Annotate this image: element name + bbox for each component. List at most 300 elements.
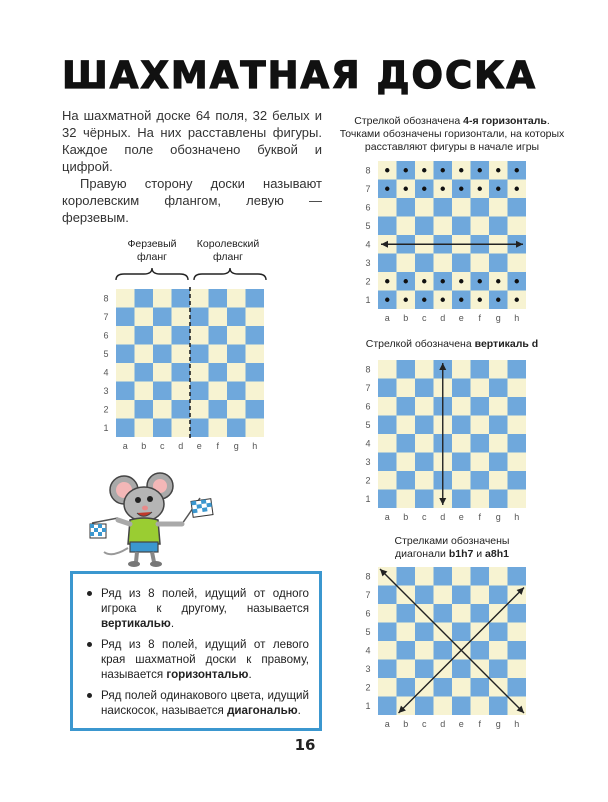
- square-f5: [471, 416, 490, 435]
- square-a6: [378, 604, 397, 623]
- term-diagonal: диагональю: [227, 704, 298, 717]
- square-a3: [378, 453, 397, 472]
- file-label-b: b: [403, 512, 409, 522]
- square-e3: [452, 254, 471, 273]
- square-a8: [378, 360, 397, 379]
- square-c6: [153, 326, 172, 345]
- square-c8: [153, 289, 172, 308]
- square-h2: [508, 678, 527, 697]
- square-h7: [246, 308, 265, 327]
- file-label-d: d: [178, 441, 184, 451]
- file-label-g: g: [233, 441, 239, 451]
- square-h5: [508, 416, 527, 435]
- square-b7: [135, 308, 154, 327]
- square-e3: [452, 660, 471, 679]
- square-d6: [434, 604, 453, 623]
- square-a3: [378, 660, 397, 679]
- horizontal-caption: Стрелкой обозначена 4-я горизонталь. Точками обозначены горизонтали, на которых расставляют фигуры в начале игры: [339, 115, 565, 153]
- square-g2: [227, 400, 246, 419]
- rank-label-6: 6: [365, 401, 371, 412]
- square-c5: [415, 623, 434, 642]
- start-dot-e7: [459, 187, 463, 191]
- rank-label-6: 6: [103, 330, 109, 341]
- square-f4: [471, 434, 490, 453]
- diagonal-caption: Стрелками обозначены диагонали b1h7 и a8h1: [394, 535, 510, 560]
- square-e5: [452, 623, 471, 642]
- definitions-box: [70, 571, 322, 731]
- start-dot-c1: [422, 298, 426, 302]
- square-f6: [471, 397, 490, 416]
- chessboard-flanks: [100, 285, 272, 457]
- square-b3: [397, 660, 416, 679]
- square-e3: [452, 453, 471, 472]
- square-a5: [378, 217, 397, 236]
- square-e4: [190, 363, 209, 382]
- intro-text: [62, 107, 322, 226]
- square-c3: [415, 453, 434, 472]
- square-g2: [489, 471, 508, 490]
- file-label-h: h: [514, 512, 520, 522]
- file-label-a: a: [384, 512, 390, 522]
- start-dot-h8: [515, 168, 519, 172]
- file-label-a: a: [384, 719, 390, 729]
- square-b4: [135, 363, 154, 382]
- start-dot-f7: [478, 187, 482, 191]
- start-dot-c8: [422, 168, 426, 172]
- mouse-mascot-illustration: [82, 468, 222, 568]
- start-dot-h2: [515, 279, 519, 283]
- rank-label-4: 4: [365, 645, 371, 656]
- square-a6: [378, 397, 397, 416]
- square-f4: [209, 363, 228, 382]
- definitions-list: [73, 574, 319, 718]
- square-h5: [508, 623, 527, 642]
- rank-label-5: 5: [103, 348, 109, 359]
- square-g6: [489, 397, 508, 416]
- file-label-d: d: [440, 512, 446, 522]
- square-f1: [471, 697, 490, 716]
- square-c2: [153, 400, 172, 419]
- file-label-h: h: [252, 441, 258, 451]
- square-c1: [415, 490, 434, 509]
- square-a6: [378, 198, 397, 217]
- square-c3: [153, 382, 172, 401]
- square-g1: [489, 697, 508, 716]
- square-b4: [397, 434, 416, 453]
- queen-flank-brace: [116, 268, 188, 280]
- square-g3: [489, 453, 508, 472]
- square-h7: [508, 379, 527, 398]
- file-label-a: a: [122, 441, 128, 451]
- page-title: [62, 48, 537, 100]
- square-g5: [489, 217, 508, 236]
- square-g1: [227, 419, 246, 438]
- start-dot-g7: [496, 187, 500, 191]
- file-label-a: a: [384, 313, 390, 323]
- square-a4: [378, 641, 397, 660]
- square-b4: [397, 641, 416, 660]
- square-d5: [172, 345, 191, 364]
- king-flank-line2: фланг: [212, 251, 243, 263]
- square-a1: [378, 490, 397, 509]
- rank-label-8: 8: [103, 293, 109, 304]
- start-dot-a8: [385, 168, 389, 172]
- chessboard-vertical: [362, 356, 534, 528]
- square-a8: [116, 289, 135, 308]
- horizontal-caption-bold: 4-я горизонталь: [463, 115, 547, 127]
- square-d4: [434, 641, 453, 660]
- square-g5: [227, 345, 246, 364]
- square-b6: [397, 604, 416, 623]
- square-e6: [452, 198, 471, 217]
- page-number: 16: [294, 736, 316, 754]
- vertical-caption-bold: вертикаль d: [474, 338, 539, 350]
- file-label-b: b: [403, 313, 409, 323]
- start-dot-c7: [422, 187, 426, 191]
- square-h3: [246, 382, 265, 401]
- square-g8: [227, 289, 246, 308]
- square-d7: [434, 586, 453, 605]
- rank-label-1: 1: [365, 294, 371, 305]
- square-b8: [135, 289, 154, 308]
- square-a3: [116, 382, 135, 401]
- square-g3: [227, 382, 246, 401]
- square-a5: [378, 623, 397, 642]
- definition-vertical: Ряд из 8 полей, идущий от одного игрока к другому, называется вертикалью.: [101, 587, 309, 630]
- square-c6: [415, 198, 434, 217]
- rank-label-4: 4: [365, 438, 371, 449]
- square-g7: [227, 308, 246, 327]
- square-g3: [489, 660, 508, 679]
- square-h5: [508, 217, 527, 236]
- square-c8: [415, 360, 434, 379]
- square-a3: [378, 254, 397, 273]
- square-b6: [397, 397, 416, 416]
- square-a4: [378, 434, 397, 453]
- file-label-f: f: [478, 512, 482, 522]
- chessboard-diagonal: [362, 563, 534, 735]
- square-a7: [378, 379, 397, 398]
- file-label-g: g: [495, 313, 501, 323]
- square-b1: [397, 490, 416, 509]
- square-e8: [452, 360, 471, 379]
- square-a5: [116, 345, 135, 364]
- rank-label-1: 1: [103, 422, 109, 433]
- square-c5: [153, 345, 172, 364]
- square-e1: [452, 490, 471, 509]
- rank-label-3: 3: [103, 385, 109, 396]
- start-dot-f1: [478, 298, 482, 302]
- rank-label-6: 6: [365, 202, 371, 213]
- start-dot-f2: [478, 279, 482, 283]
- definition-diagonal: Ряд полей одинакового цвета, идущий наискосок, называется диагональю.: [101, 689, 309, 717]
- square-b5: [135, 345, 154, 364]
- vertical-caption: Стрелкой обозначена вертикаль d: [365, 338, 539, 350]
- square-e2: [190, 400, 209, 419]
- flag-pole-left: [92, 518, 118, 523]
- rank-label-5: 5: [365, 626, 371, 637]
- square-h1: [246, 419, 265, 438]
- square-b8: [397, 360, 416, 379]
- start-dot-h1: [515, 298, 519, 302]
- square-f3: [471, 254, 490, 273]
- square-b2: [397, 471, 416, 490]
- square-e3: [190, 382, 209, 401]
- rank-label-4: 4: [103, 367, 109, 378]
- square-d3: [172, 382, 191, 401]
- file-label-e: e: [458, 313, 464, 323]
- square-g5: [489, 623, 508, 642]
- queen-flank-line2: фланг: [136, 251, 167, 263]
- square-e1: [452, 697, 471, 716]
- start-dot-e8: [459, 168, 463, 172]
- square-g8: [489, 567, 508, 586]
- square-e6: [190, 326, 209, 345]
- square-d1: [434, 697, 453, 716]
- square-b6: [135, 326, 154, 345]
- square-f8: [209, 289, 228, 308]
- square-g7: [489, 586, 508, 605]
- square-d5: [434, 217, 453, 236]
- square-c7: [415, 379, 434, 398]
- square-d8: [434, 567, 453, 586]
- rank-label-7: 7: [103, 311, 109, 322]
- checkered-flag-right-icon: [191, 499, 213, 518]
- square-g8: [489, 360, 508, 379]
- square-c7: [415, 586, 434, 605]
- square-e7: [452, 586, 471, 605]
- square-h4: [508, 434, 527, 453]
- square-g6: [227, 326, 246, 345]
- square-c8: [415, 567, 434, 586]
- rank-label-8: 8: [365, 571, 371, 582]
- square-c2: [415, 471, 434, 490]
- start-dot-g8: [496, 168, 500, 172]
- definition-horizontal: Ряд из 8 полей, идущий от левого края шахматной доски к правому, называется горизонталью.: [101, 638, 309, 681]
- square-e6: [452, 397, 471, 416]
- square-e4: [452, 434, 471, 453]
- term-vertical: вертикалью: [101, 617, 171, 630]
- square-b5: [397, 217, 416, 236]
- square-h3: [508, 660, 527, 679]
- square-d8: [172, 289, 191, 308]
- square-e8: [452, 567, 471, 586]
- start-dot-a1: [385, 298, 389, 302]
- square-f6: [471, 198, 490, 217]
- square-c7: [153, 308, 172, 327]
- square-h8: [246, 289, 265, 308]
- square-b1: [135, 419, 154, 438]
- square-a2: [116, 400, 135, 419]
- square-f2: [471, 471, 490, 490]
- square-e5: [190, 345, 209, 364]
- square-c4: [415, 434, 434, 453]
- file-label-c: c: [422, 719, 427, 729]
- square-b8: [397, 567, 416, 586]
- file-label-e: e: [458, 719, 464, 729]
- diag-a8h1: a8h1: [485, 548, 509, 560]
- start-dot-d8: [441, 168, 445, 172]
- square-a7: [378, 586, 397, 605]
- square-f1: [471, 490, 490, 509]
- square-f8: [471, 360, 490, 379]
- file-label-e: e: [196, 441, 202, 451]
- square-d4: [172, 363, 191, 382]
- square-b2: [135, 400, 154, 419]
- square-b3: [135, 382, 154, 401]
- square-d6: [434, 198, 453, 217]
- square-h8: [508, 360, 527, 379]
- start-dot-d1: [441, 298, 445, 302]
- square-f2: [471, 678, 490, 697]
- square-f5: [209, 345, 228, 364]
- file-label-c: c: [422, 313, 427, 323]
- square-g3: [489, 254, 508, 273]
- start-dot-a7: [385, 187, 389, 191]
- square-g5: [489, 416, 508, 435]
- square-e1: [190, 419, 209, 438]
- square-c3: [415, 254, 434, 273]
- rank-label-5: 5: [365, 220, 371, 231]
- square-h6: [508, 397, 527, 416]
- square-b5: [397, 416, 416, 435]
- square-b2: [397, 678, 416, 697]
- rank-label-6: 6: [365, 608, 371, 619]
- rank-label-8: 8: [365, 364, 371, 375]
- file-label-c: c: [422, 512, 427, 522]
- square-f4: [471, 641, 490, 660]
- square-e7: [190, 308, 209, 327]
- rank-label-2: 2: [365, 276, 371, 287]
- square-g4: [227, 363, 246, 382]
- square-f3: [471, 453, 490, 472]
- square-a7: [116, 308, 135, 327]
- file-label-c: c: [160, 441, 165, 451]
- square-g4: [489, 641, 508, 660]
- file-label-h: h: [514, 719, 520, 729]
- start-dot-b1: [404, 298, 408, 302]
- square-a6: [116, 326, 135, 345]
- square-c4: [153, 363, 172, 382]
- diag-b1h7: b1h7: [448, 548, 474, 560]
- square-g4: [489, 434, 508, 453]
- start-dot-b7: [404, 187, 408, 191]
- square-e6: [452, 604, 471, 623]
- square-c1: [153, 419, 172, 438]
- square-a2: [378, 678, 397, 697]
- file-label-g: g: [495, 719, 501, 729]
- file-label-d: d: [440, 719, 446, 729]
- square-d2: [434, 678, 453, 697]
- square-a1: [116, 419, 135, 438]
- square-b6: [397, 198, 416, 217]
- square-h3: [508, 453, 527, 472]
- square-c4: [415, 641, 434, 660]
- start-dot-c2: [422, 279, 426, 283]
- rank-label-3: 3: [365, 663, 371, 674]
- square-b5: [397, 623, 416, 642]
- intro-paragraph-2: Правую сторону доски называют королевским флангом, левую — ферзевым.: [62, 176, 322, 225]
- flank-braces: [114, 266, 268, 282]
- square-g7: [489, 379, 508, 398]
- file-label-e: e: [458, 512, 464, 522]
- term-horizontal: горизонталью: [166, 668, 249, 681]
- rank-label-2: 2: [365, 475, 371, 486]
- square-e7: [452, 379, 471, 398]
- start-dot-d7: [441, 187, 445, 191]
- square-h3: [508, 254, 527, 273]
- square-e8: [190, 289, 209, 308]
- page-title-text: ШАХМАТНАЯ ДОСКА: [62, 54, 537, 97]
- file-label-h: h: [514, 313, 520, 323]
- rank-label-3: 3: [365, 456, 371, 467]
- rank-label-2: 2: [103, 404, 109, 415]
- start-dot-e1: [459, 298, 463, 302]
- square-h4: [508, 641, 527, 660]
- file-label-b: b: [403, 719, 409, 729]
- square-c6: [415, 397, 434, 416]
- square-d3: [434, 254, 453, 273]
- square-d7: [172, 308, 191, 327]
- square-f5: [471, 217, 490, 236]
- queen-flank-label: [113, 238, 191, 264]
- file-label-f: f: [478, 313, 482, 323]
- square-f7: [471, 586, 490, 605]
- rank-label-2: 2: [365, 682, 371, 693]
- square-h2: [508, 471, 527, 490]
- file-label-f: f: [478, 719, 482, 729]
- start-dot-g2: [496, 279, 500, 283]
- rank-label-7: 7: [365, 589, 371, 600]
- start-dot-h7: [515, 187, 519, 191]
- square-c3: [415, 660, 434, 679]
- square-h6: [508, 604, 527, 623]
- rank-label-3: 3: [365, 257, 371, 268]
- square-c1: [415, 697, 434, 716]
- square-a5: [378, 416, 397, 435]
- square-c5: [415, 217, 434, 236]
- king-flank-brace: [194, 268, 266, 280]
- square-e5: [452, 416, 471, 435]
- start-dot-b8: [404, 168, 408, 172]
- square-f1: [209, 419, 228, 438]
- square-d2: [172, 400, 191, 419]
- square-c5: [415, 416, 434, 435]
- intro-paragraph-1: На шахматной доске 64 поля, 32 белых и 32 чёрных. На них расставлены фигуры. Каждое поле обозначено буквой и цифрой.: [62, 108, 322, 174]
- square-d1: [172, 419, 191, 438]
- square-h2: [246, 400, 265, 419]
- rank-label-5: 5: [365, 419, 371, 430]
- file-label-d: d: [440, 313, 446, 323]
- square-a4: [116, 363, 135, 382]
- start-dot-b2: [404, 279, 408, 283]
- square-b3: [397, 254, 416, 273]
- start-dot-g1: [496, 298, 500, 302]
- square-b3: [397, 453, 416, 472]
- square-e2: [452, 471, 471, 490]
- square-h6: [508, 198, 527, 217]
- start-dot-a2: [385, 279, 389, 283]
- square-d6: [172, 326, 191, 345]
- file-label-b: b: [141, 441, 147, 451]
- square-b7: [397, 379, 416, 398]
- square-f3: [209, 382, 228, 401]
- square-a1: [378, 697, 397, 716]
- rank-label-1: 1: [365, 700, 371, 711]
- square-h4: [246, 363, 265, 382]
- king-flank-line1: Королевский: [196, 238, 260, 250]
- mouse-shirt: [128, 518, 160, 544]
